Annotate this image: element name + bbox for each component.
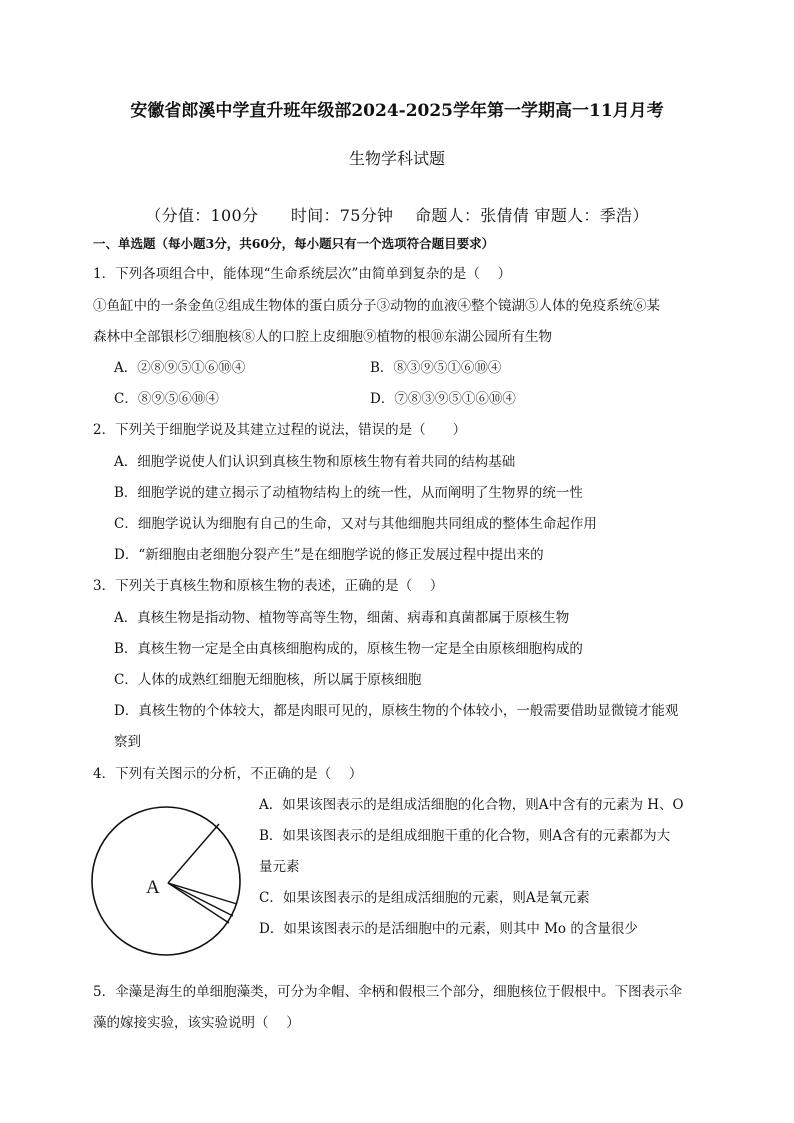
- question-1-option-d: D．⑦⑧③⑨⑤①⑥⑩④: [370, 391, 516, 407]
- question-4-option-c: C．如果该图表示的是组成活细胞的元素，则A是氧元素: [259, 890, 590, 906]
- question-4-option-d: D．如果该图表示的是活细胞中的元素，则其中 Mo 的含量很少: [259, 921, 638, 937]
- question-5-line-1: 5．伞藻是海生的单细胞藻类，可分为伞帽、伞柄和假根三个部分，细胞核位于假根中。下图表示伞: [93, 984, 683, 1000]
- question-5-line-2: 藻的嫁接实验，该实验说明（ ）: [93, 1015, 300, 1031]
- figure-sector-line-4: [168, 883, 229, 923]
- question-4-option-b-continued: 量元素: [259, 859, 300, 875]
- question-3-option-d-continued: 察到: [114, 734, 141, 750]
- section-heading: 一、单选题（每小题3分，共60分，每小题只有一个选项符合题目要求）: [93, 236, 495, 251]
- question-2-option-c: C．细胞学说认为细胞有自己的生命，又对与其他细胞共同组成的整体生命起作用: [114, 516, 597, 532]
- question-2-option-b: B．细胞学说的建立揭示了动植物结构上的统一性，从而阐明了生物界的统一性: [114, 485, 583, 501]
- question-1-option-a: A．②⑧⑨⑤①⑥⑩④: [114, 360, 246, 376]
- question-3-option-a: A．真核生物是指动物、植物等高等生物，细菌、病毒和真菌都属于原核生物: [114, 610, 570, 626]
- question-3-option-b: B．真核生物一定是全由真核细胞构成的，原核生物一定是全由原核细胞构成的: [114, 641, 583, 657]
- question-1-option-c: C．⑧⑨⑤⑥⑩④: [114, 391, 219, 407]
- question-4-stem: 4．下列有关图示的分析，不正确的是（ ）: [93, 766, 363, 782]
- exam-info: （分值：100分 时间：75分钟 命题人：张倩倩 审题人：季浩）: [145, 206, 649, 225]
- question-2-stem: 2．下列关于细胞学说及其建立过程的说法，错误的是（ ）: [93, 422, 467, 438]
- figure-label-a: A: [146, 877, 160, 898]
- question-2-option-d: D．“新细胞由老细胞分裂产生”是在细胞学说的修正发展过程中提出来的: [114, 547, 544, 563]
- question-3-stem: 3．下列关于真核生物和原核生物的表述，正确的是（ ）: [93, 578, 444, 594]
- question-4-option-a: A．如果该图表示的是组成活细胞的化合物，则A中含有的元素为 H、O: [259, 797, 684, 813]
- question-3-option-c: C．人体的成熟红细胞无细胞核，所以属于原核细胞: [114, 672, 422, 688]
- exam-subtitle: 生物学科试题: [348, 149, 445, 168]
- question-4-option-b: B．如果该图表示的是组成细胞干重的化合物，则A含有的元素都为大: [259, 828, 671, 844]
- figure-sector-line-1: [168, 824, 219, 883]
- question-1-line-2: 森林中全部银杉⑦细胞核⑧人的口腔上皮细胞⑨植物的根⑩东湖公园所有生物: [93, 329, 552, 345]
- question-1-option-b: B．⑧③⑨⑤①⑥⑩④: [370, 360, 502, 376]
- question-1-line-1: ①鱼缸中的一条金鱼②组成生物体的蛋白质分子③动物的血液④整个镜湖⑤人体的免疫系统⑥某: [93, 298, 660, 314]
- figure-circle: [92, 807, 240, 955]
- question-1-stem: 1．下列各项组合中，能体现“生命系统层次”由简单到复杂的是（ ）: [93, 266, 512, 282]
- exam-title: 安徽省郎溪中学直升班年级部2024-2025学年第一学期高一11月月考: [130, 101, 664, 121]
- question-3-option-d: D．真核生物的个体较大，都是肉眼可见的，原核生物的个体较小，一般需要借助显微镜才能观: [114, 703, 679, 719]
- pie-figure: [90, 805, 242, 957]
- question-2-option-a: A．细胞学说使人们认识到真核生物和原核生物有着共同的结构基础: [114, 454, 516, 470]
